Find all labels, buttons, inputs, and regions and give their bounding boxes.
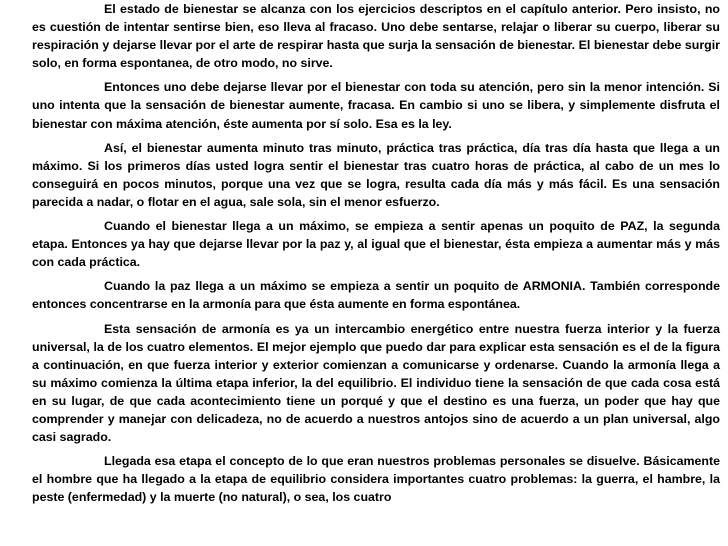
paragraph-attention: Entonces uno debe dejarse llevar por el bienestar con toda su atención, pero sin la menor intención. Si uno intenta que la sensación de bienestar aumente, fracasa. En cambio si uno se libera, y simplemente disfruta el bienestar con máxima atención, éste aumenta por sí solo. Esa es la ley.	[32, 80, 720, 131]
paragraph-problems: Llegada esa etapa el concepto de lo que eran nuestros problemas personales se disuelve. Básicamente el hombre que ha llegado a la etapa de equilibrio considera importantes cuatro problemas: la guerra, el hambre, la peste (enfermedad) y la muerte (no natural), o sea, los cuatro	[32, 454, 720, 505]
document-body	[32, 0, 720, 512]
paragraph-harmony: Cuando la paz llega a un máximo se empieza a sentir un poquito de ARMONIA. También corresponde entonces concentrarse en la armonía para que ésta aumente en forma espontánea.	[32, 279, 720, 312]
paragraph-progression: Así, el bienestar aumenta minuto tras minuto, práctica tras práctica, día tras día hasta que llega a un máximo. Si los primeros días usted logra sentir el bienestar tras cuatro horas de práctica, al cabo de un mes lo conseguirá en pocos minutos, porque una vez que se logra, resulta cada día más y más fácil. Es una sensación parecida a nadar, o flotar en el agua, sale sola, sin el menor esfuerzo.	[32, 140, 720, 209]
paragraph-equilibrium: Esta sensación de armonía es ya un intercambio energético entre nuestra fuerza interior y la fuerza universal, la de los cuatro elementos. El mejor ejemplo que puedo dar para explicar esta sensación es el de la figura a continuación, en que fuerza interior y exterior comienzan a comunicarse y ordenarse. Cuando la armonía llega a su máximo comienza la última etapa inferior, la del equilibrio. El individuo tiene la sensación de que cada cosa está en su lugar, de que cada acontecimiento tiene un porqué y que el destino es una fuerza, un poder que hay que comprender y manejar con delicadeza, no de acuerdo a nuestros antojos sino de acuerdo a un plan universal, algo casi sagrado.	[32, 321, 720, 445]
paragraph-wellbeing-intro: El estado de bienestar se alcanza con los ejercicios descriptos en el capítulo anterior. Pero insisto, no es cuestión de intentar sentirse bien, eso lleva al fracaso. Uno debe sentarse, relajar o liberar su cuerpo, liberar su respiración y dejarse llevar por el arte de respirar hasta que surja la sensación de bienestar. El bienestar debe surgir solo, en forma espontanea, de otro modo, no sirve.	[32, 2, 720, 71]
paragraph-peace: Cuando el bienestar llega a un máximo, se empieza a sentir apenas un poquito de PAZ, la segunda etapa. Entonces ya hay que dejarse llevar por la paz y, al igual que el bienestar, ésta empieza a aumentar más y más con cada práctica.	[32, 219, 720, 270]
